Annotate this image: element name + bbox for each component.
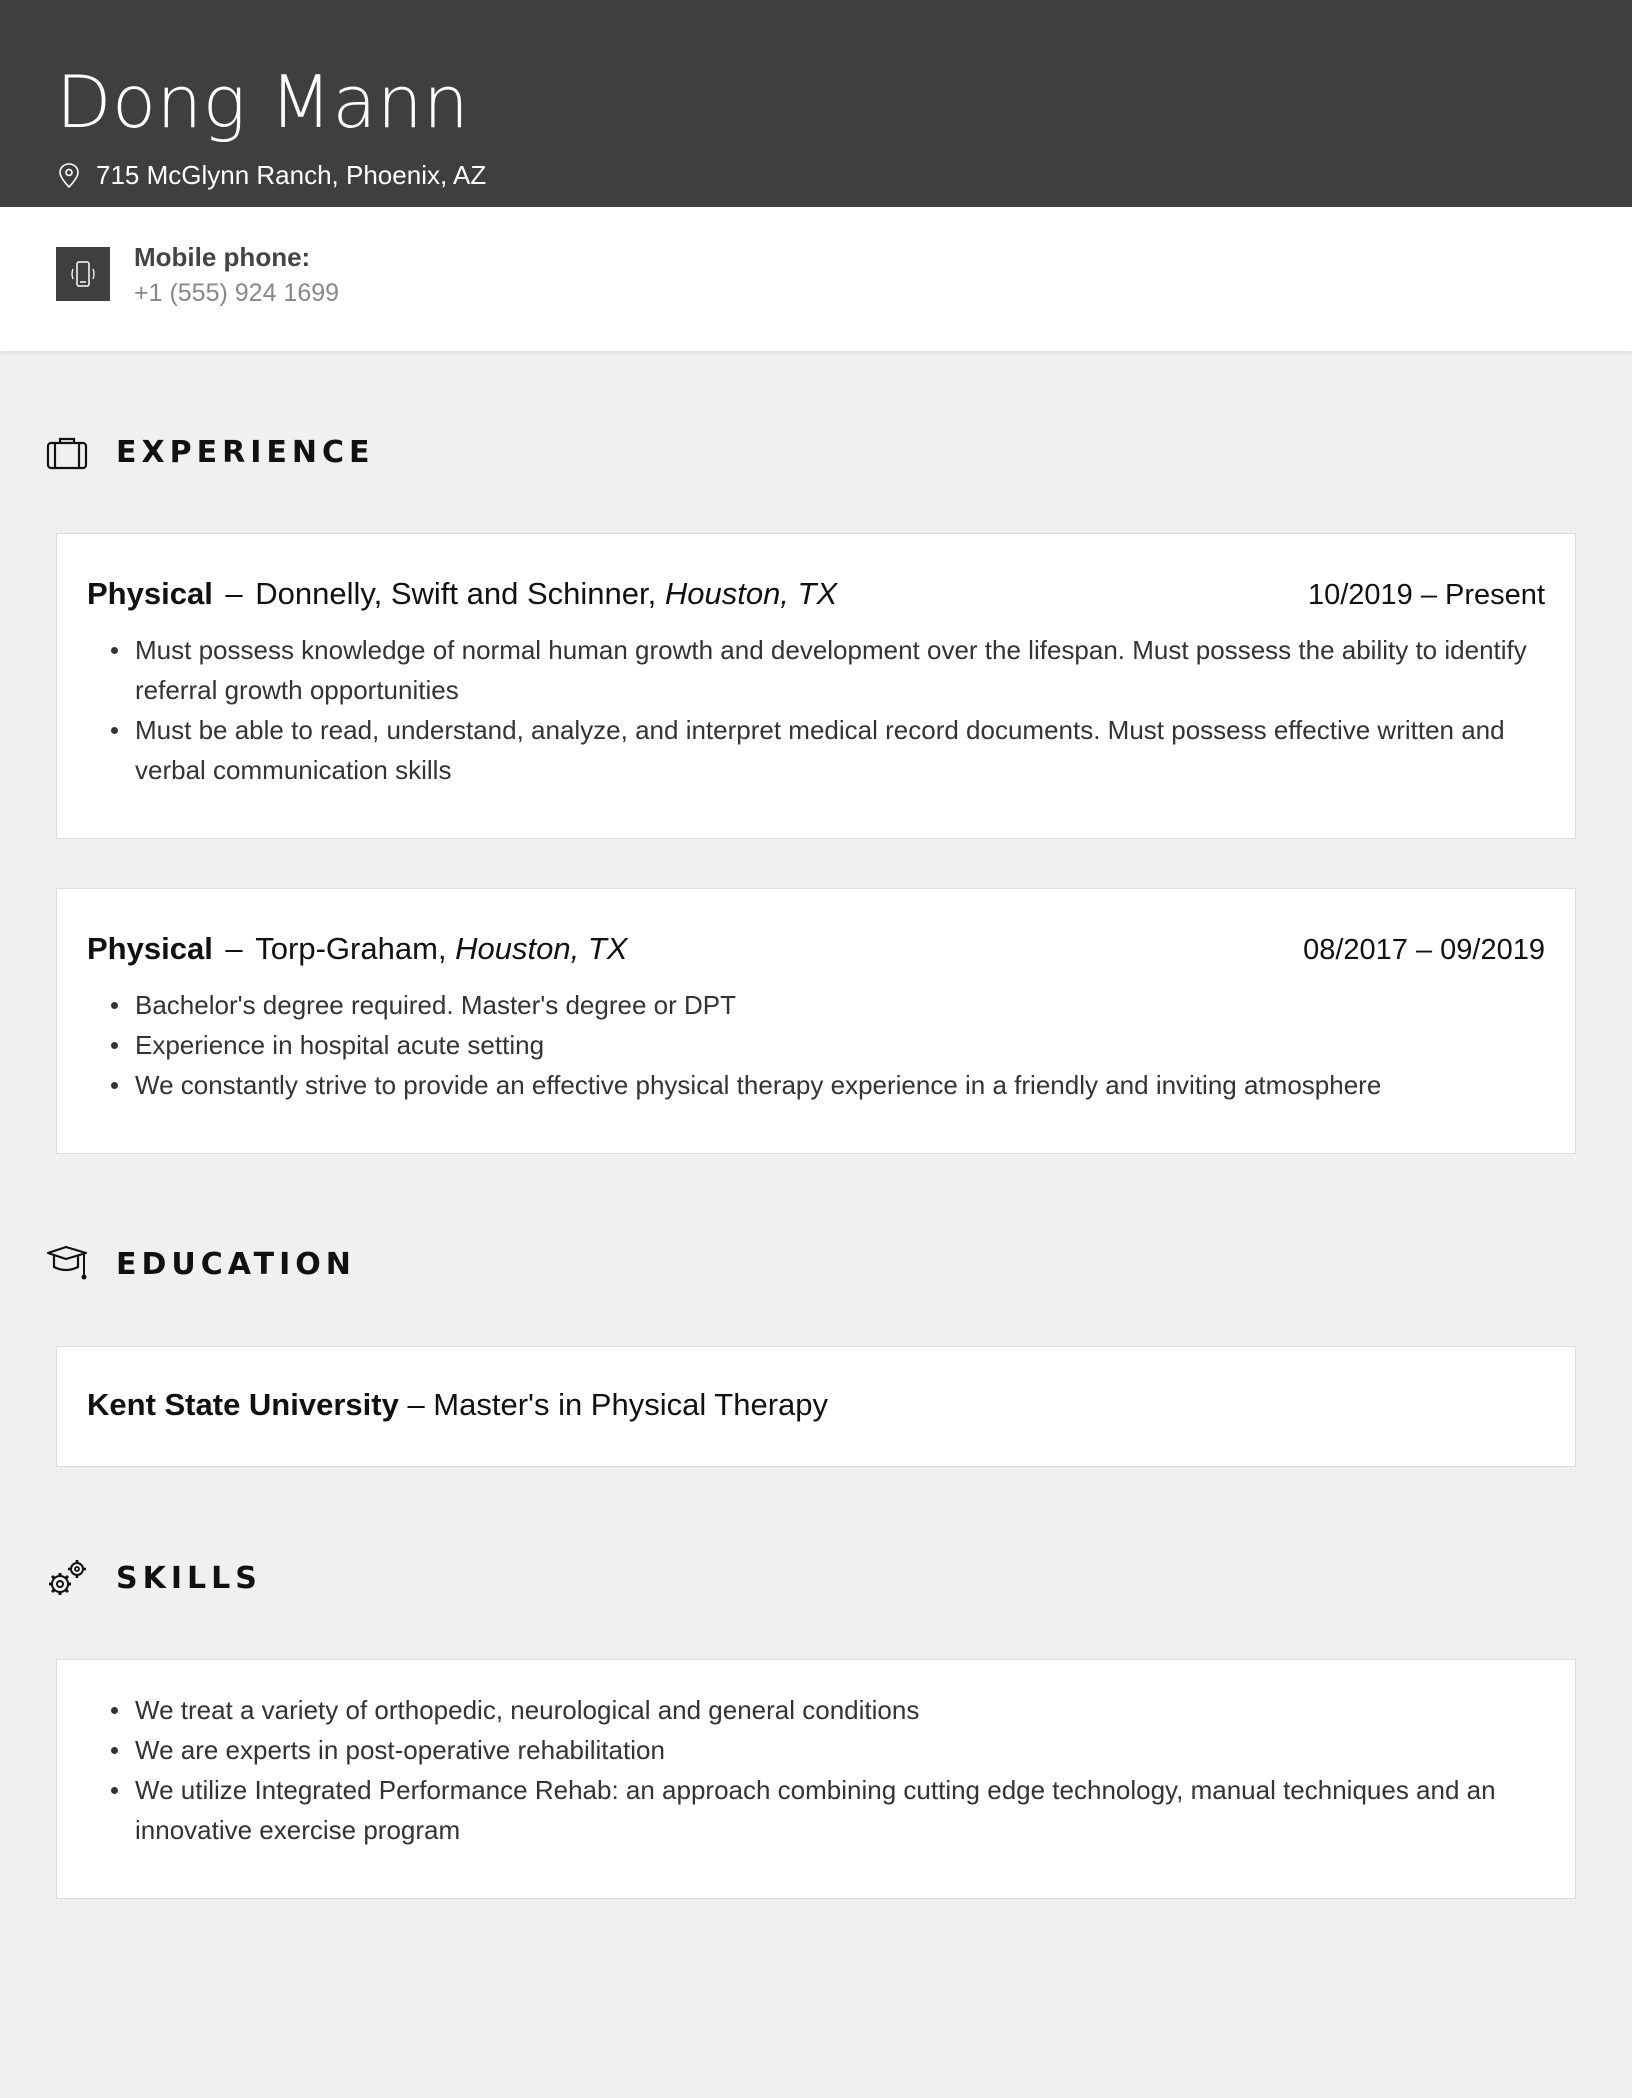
job-role-line: Physical – Donnelly, Swift and Schinner, Houston, TX (87, 576, 838, 611)
location-pin-icon (58, 163, 80, 189)
address-row (58, 160, 486, 191)
gears-icon (46, 1558, 88, 1598)
list-item: Experience in hospital acute setting (87, 1025, 1545, 1065)
job-bullets (87, 630, 1545, 790)
mobile-phone-icon (56, 247, 110, 301)
list-item: Must possess knowledge of normal human growth and development over the lifespan. Must possess the ability to identify referral growth opportunities (87, 630, 1545, 710)
experience-heading (46, 435, 374, 470)
job-bullets (87, 985, 1545, 1105)
experience-title: EXPERIENCE (116, 435, 375, 470)
education-heading (46, 1245, 356, 1283)
list-item: Must be able to read, understand, analyze, and interpret medical record documents. Must possess effective written and verbal communication skills (87, 710, 1545, 790)
job-title: Physical (87, 576, 213, 611)
education-card (56, 1346, 1576, 1467)
job-header (87, 576, 1545, 612)
list-item: We constantly strive to provide an effective physical therapy experience in a friendly and inviting atmosphere (87, 1065, 1545, 1105)
degree-name: Master's in Physical Therapy (433, 1387, 829, 1422)
school-name: Kent State University (87, 1387, 399, 1422)
job-dates: 08/2017 – 09/2019 (1303, 934, 1545, 966)
skills-title: SKILLS (116, 1560, 262, 1596)
phone-label: Mobile phone: (134, 242, 311, 272)
skills-heading (46, 1558, 262, 1598)
list-item: We treat a variety of orthopedic, neurological and general conditions (87, 1690, 1545, 1730)
graduation-cap-icon (46, 1245, 88, 1283)
briefcase-icon (46, 436, 88, 470)
skills-card (56, 1659, 1576, 1899)
skills-list (87, 1690, 1545, 1850)
education-title: EDUCATION (116, 1246, 356, 1282)
candidate-name: Dong Mann (56, 60, 470, 144)
list-item: We are experts in post-operative rehabilitation (87, 1730, 1545, 1770)
phone-value: +1 (555) 924 1699 (134, 279, 340, 307)
address-text: 715 McGlynn Ranch, Phoenix, AZ (96, 160, 487, 190)
job-header (87, 931, 1545, 967)
company-name: Torp-Graham (255, 931, 438, 966)
job-title: Physical (87, 931, 213, 966)
experience-card (56, 533, 1576, 839)
job-location: Houston, TX (455, 931, 628, 966)
resume-header (0, 0, 1632, 207)
contact-bar (0, 207, 1632, 351)
company-name: Donnelly, Swift and Schinner (255, 576, 648, 611)
job-dates: 10/2019 – Present (1307, 579, 1545, 611)
job-location: Houston, TX (664, 576, 838, 611)
list-item: We utilize Integrated Performance Rehab: an approach combining cutting edge technology, manual techniques and an innovative exercise program (87, 1770, 1545, 1850)
job-role-line: Physical – Torp-Graham, Houston, TX (87, 931, 628, 966)
education-line: Kent State University – Master's in Physical Therapy (87, 1387, 829, 1422)
list-item: Bachelor's degree required. Master's degree or DPT (87, 985, 1545, 1025)
experience-card (56, 888, 1576, 1154)
